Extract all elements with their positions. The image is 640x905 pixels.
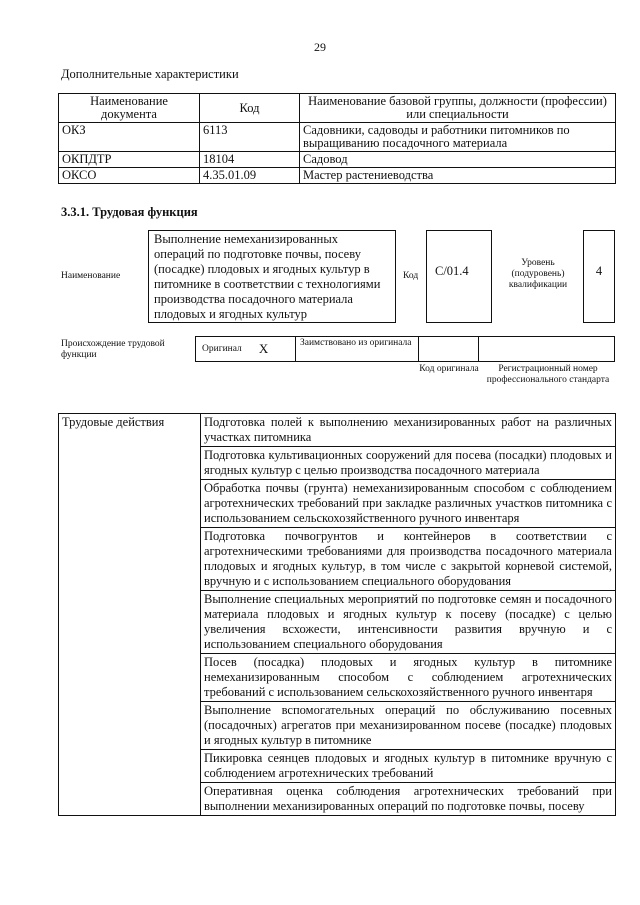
- labor-actions-category: Трудовые действия: [59, 414, 201, 816]
- registration-number-caption: Регистрационный номер профессионального стандарта: [486, 364, 610, 385]
- table-row: [59, 123, 616, 152]
- level-label: Уровень (подуровень) квалификации: [508, 258, 568, 290]
- original-label: Оригинал: [202, 343, 242, 354]
- original-mark: X: [258, 341, 269, 356]
- labor-action-item: Выполнение вспомогательных операций по обслуживанию посевных (посадочных) агрегатов при механизированном посеве (посадке) плодовых и ягодных культур в питомнике: [201, 702, 616, 750]
- original-code-cell: [419, 337, 479, 361]
- labor-action-item: Пикировка сеянцев плодовых и ягодных культур в питомнике вручную с соблюдением агротехнических требований: [201, 750, 616, 783]
- page-number: 29: [314, 40, 326, 54]
- origin-label: Происхождение трудовой функции: [61, 339, 165, 360]
- cell-code: 6113: [200, 123, 300, 152]
- table-row: [59, 152, 616, 168]
- borrowed-label: Заимствовано из оригинала: [296, 337, 419, 361]
- header-document: Наименование документа: [59, 94, 200, 123]
- cell-code: 4.35.01.09: [200, 168, 300, 184]
- original-code-caption: Код оригинала: [419, 364, 479, 374]
- labor-action-item: Оперативная оценка соблюдения агротехнических требований при выполнении механизированных операций по подготовке почвы, посеву: [201, 783, 616, 816]
- table-row: [59, 414, 616, 447]
- function-code-box: С/01.4: [426, 230, 492, 323]
- cell-document: ОКПДТР: [59, 152, 200, 168]
- labor-action-item: Выполнение специальных мероприятий по подготовке семян и посадочного материала плодовых и ягодных культур к посеву (посадке) с целью увеличения всхожести, интенсивности развития вручную и с использованием специального оборудования: [201, 591, 616, 654]
- original-cell: [196, 337, 296, 361]
- cell-group: Садовод: [300, 152, 616, 168]
- header-group: Наименование базовой группы, должности (профессии) или специальности: [300, 94, 616, 123]
- header-code: Код: [200, 94, 300, 123]
- cell-document: ОКЗ: [59, 123, 200, 152]
- labor-function-title: 3.3.1. Трудовая функция: [61, 205, 198, 219]
- function-name-box: Выполнение немеханизированных операций по подготовке почвы, посеву (посадке) плодовых и ягодных культур в питомнике в соответствии с технологиями производства посадочного материала плодовых и ягодных культур: [148, 230, 396, 323]
- labor-action-item: Подготовка культивационных сооружений для посева (посадки) плодовых и ягодных культур с целью производства посадочного материала: [201, 447, 616, 480]
- labor-actions-table: [58, 413, 616, 816]
- labor-action-item: Подготовка почвогрунтов и контейнеров в соответствии с агротехническими требованиями для производства посадочного материала плодовых и ягодных культур, в том числе с закрытой корневой системой, вручную и с использованием специального оборудования: [201, 528, 616, 591]
- labor-action-item: Посев (посадка) плодовых и ягодных культур в питомнике немеханизированным способом с соблюдением агротехнических требований с использованием сельскохозяйственного ручного инвентаря: [201, 654, 616, 702]
- cell-code: 18104: [200, 152, 300, 168]
- cell-group: Садовники, садоводы и работники питомников по выращиванию посадочного материала: [300, 123, 616, 152]
- table-header-row: [59, 94, 616, 123]
- name-label: Наименование: [61, 271, 121, 281]
- additional-characteristics-title: Дополнительные характеристики: [61, 67, 239, 81]
- labor-action-item: Подготовка полей к выполнению механизированных работ на различных участках питомника: [201, 414, 616, 447]
- cell-document: ОКСО: [59, 168, 200, 184]
- code-label: Код: [403, 271, 419, 281]
- cell-group: Мастер растениеводства: [300, 168, 616, 184]
- level-value-box: 4: [583, 230, 615, 323]
- labor-action-item: Обработка почвы (грунта) немеханизированным способом с соблюдением агротехнических требований при закладке различных участков питомника с использованием сельскохозяйственного ручного инвентаря: [201, 480, 616, 528]
- table-row: [59, 168, 616, 184]
- origin-box: [195, 336, 615, 362]
- additional-characteristics-table: [58, 93, 616, 184]
- registration-number-cell: [479, 337, 614, 361]
